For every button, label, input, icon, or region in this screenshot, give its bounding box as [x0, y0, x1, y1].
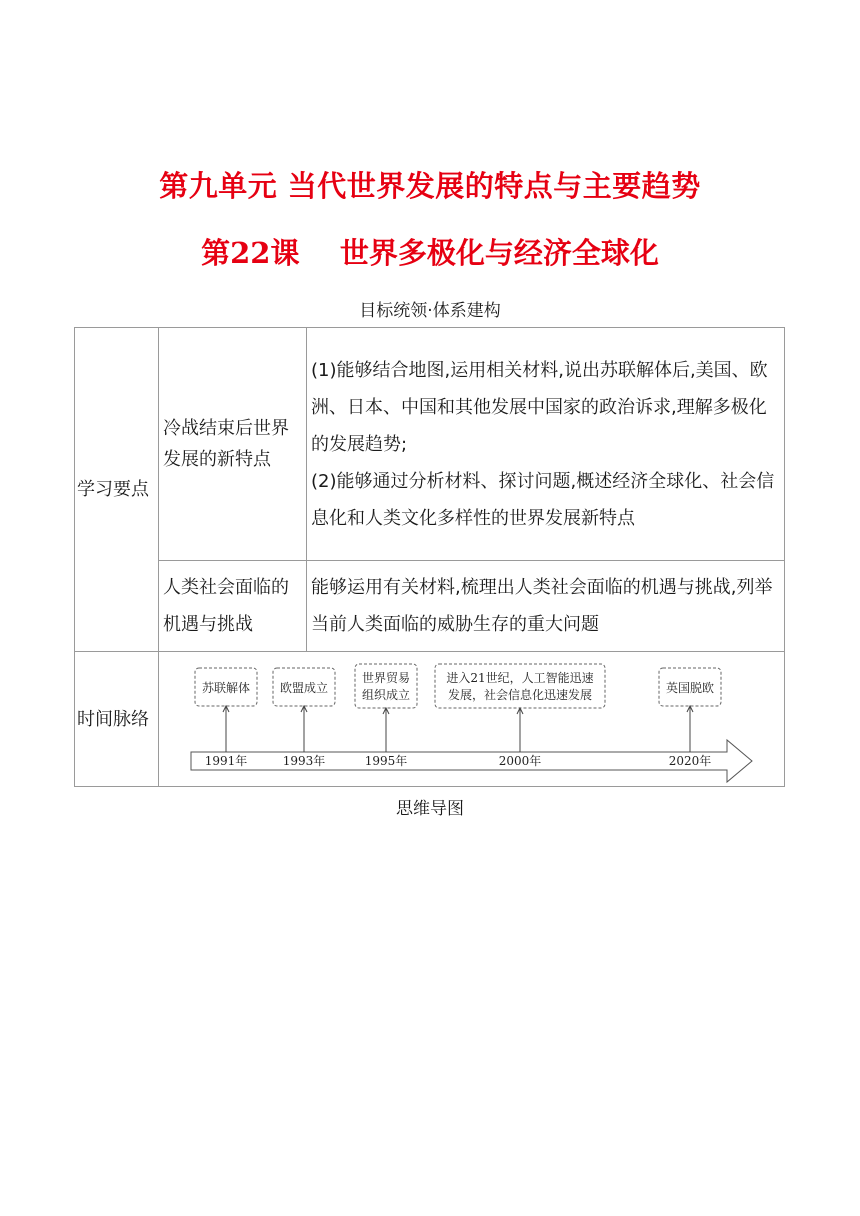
- topic-cell: 人类社会面临的机遇与挑战: [159, 561, 307, 652]
- event-label: 世界贸易: [361, 671, 411, 685]
- requirement-text: (2)能够通过分析材料、探讨问题,概述经济全球化、社会信息化和人类文化多样性的世界发展新特点: [311, 470, 775, 529]
- requirement-text: 能够运用有关材料,梳理出人类社会面临的机遇与挑战,列举当前人类面临的威胁生存的重大问题: [311, 577, 773, 635]
- event-year: 1993年: [282, 754, 326, 768]
- section-goals-label: 目标统领·体系建构: [359, 301, 501, 321]
- event-label: 组织成立: [361, 688, 411, 702]
- event-year: 2000年: [498, 754, 542, 768]
- lesson-title: [0, 231, 860, 272]
- table-row: [75, 652, 785, 787]
- requirements-cell: [307, 328, 785, 561]
- event-year: 2020年: [668, 754, 712, 768]
- event-label: 欧盟成立: [279, 681, 329, 695]
- event-label: 英国脱欧: [665, 681, 715, 695]
- table-row: [75, 328, 785, 561]
- learning-goals-table: [74, 327, 785, 787]
- lesson-title-prefix: 第: [201, 236, 231, 270]
- event-label: 苏联解体: [201, 681, 251, 695]
- timeline-label: 时间脉络: [75, 652, 159, 787]
- section-mindmap-label: 思维导图: [396, 799, 464, 819]
- lesson-number: 22: [230, 236, 271, 270]
- topic-cell: 冷战结束后世界发展的新特点: [159, 328, 307, 561]
- event-label: 发展，社会信息化迅速发展: [447, 688, 593, 702]
- event-year: 1995年: [364, 754, 408, 768]
- unit-title: 第九单元 当代世界发展的特点与主要趋势: [159, 169, 701, 203]
- event-label: 进入21世纪，人工智能迅速: [446, 671, 594, 685]
- key-points-label: 学习要点: [75, 328, 159, 652]
- requirements-cell: [307, 561, 785, 652]
- table-row: [75, 561, 785, 652]
- lesson-title-suffix: 课 世界多极化与经济全球化: [270, 236, 659, 270]
- event-year: 1991年: [204, 754, 248, 768]
- requirement-text: (1)能够结合地图,运用相关材料,说出苏联解体后,美国、欧洲、日本、中国和其他发展中国家的政治诉求,理解多极化的发展趋势;: [311, 359, 768, 455]
- timeline-cell: [159, 652, 785, 787]
- timeline-diagram: [159, 654, 779, 784]
